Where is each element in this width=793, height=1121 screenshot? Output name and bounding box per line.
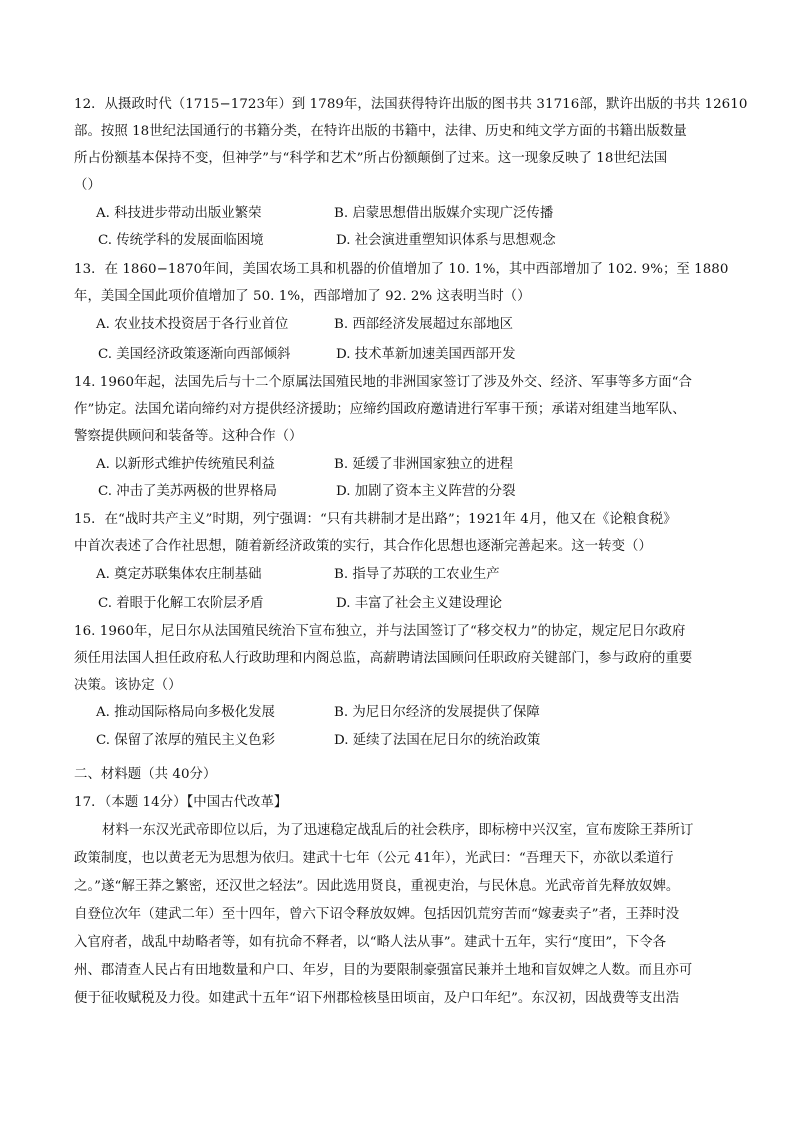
q15-option-b: B. 指导了苏联的工农业生产 bbox=[334, 567, 500, 582]
q15-option-d: D. 丰富了社会主义建设理论 bbox=[336, 596, 503, 611]
q15-line-1: 15．在“战时共产主义”时期，列宁强调：“只有共耕制才是出路”；1921年 4月，他又在《论粮食税》 bbox=[74, 512, 677, 527]
q16-option-a: A. 推动国际格局向多极化发展 bbox=[96, 705, 275, 720]
q16-option-b: B. 为尼日尔经济的发展提供了保障 bbox=[334, 705, 540, 720]
q17-title: 17．（本题 14分）【中国古代改革】 bbox=[74, 795, 288, 810]
q13-option-c: C. 美国经济政策逐渐向西部倾斜 bbox=[98, 347, 291, 362]
q17-material-line-2: 政策制度，也以黄老无为思想为依归。建武十七年（公元 41年），光武曰：“吾理天下，亦欲以柔道行 bbox=[74, 851, 674, 866]
q14-line-1: 14. 1960年起，法国先后与十二个原属法国殖民地的非洲国家签订了涉及外交、经济、军事等多方面“合 bbox=[74, 375, 692, 390]
q12-option-d: D. 社会演进重塑知识体系与思想观念 bbox=[336, 233, 556, 248]
q17-material-line-3: 之。”遂“解王莽之繁密，还汉世之轻法”。因此选用贤良，重视吏治，与民休息。光武帝首先释放奴婢。 bbox=[74, 879, 680, 894]
q15-line-2: 中首次表述了合作社思想，随着新经济政策的实行，其合作化思想也逐渐完善起来。这一转变（） bbox=[74, 539, 652, 554]
q14-option-b: B. 延缓了非洲国家独立的进程 bbox=[334, 457, 514, 472]
q14-line-3: 警察提供顾问和装备等。这种合作（） bbox=[74, 429, 303, 444]
q13-option-d: D. 技术革新加速美国西部开发 bbox=[336, 347, 516, 362]
q15-option-c: C. 着眼于化解工农阶层矛盾 bbox=[98, 596, 264, 611]
q17-material-line-4: 自登位次年（建武二年）至十四年，曾六下诏令释放奴婢。包括因饥荒穷苦而“嫁妻卖子”者，王莽时没 bbox=[74, 907, 680, 922]
q17-material-line-5: 入官府者，战乱中劫略者等，如有抗命不释者，以“略人法从事”。建武十五年，实行“度田”，下令各 bbox=[74, 935, 667, 950]
q14-option-d: D. 加剧了资本主义阵营的分裂 bbox=[336, 484, 516, 499]
q12-option-a: A. 科技进步带动出版业繁荣 bbox=[96, 206, 262, 221]
q13-line-2: 年，美国全国此项价值增加了 50. 1%，西部增加了 92. 2% 这表明当时（） bbox=[74, 289, 531, 304]
q17-material-line-7: 便于征收赋税及力役。如建武十五年“诏下州郡检核垦田顷亩，及户口年纪”。东汉初，因战费等支出浩 bbox=[74, 991, 680, 1006]
section-heading: 二、材料题（共 40分） bbox=[74, 767, 217, 782]
q12-line-2: 部。按照 18世纪法国通行的书籍分类，在特许出版的书籍中，法律、历史和纯文学方面的书籍出版数量 bbox=[74, 124, 687, 139]
q16-line-3: 决策。该协定（） bbox=[74, 678, 182, 693]
q12-line-1: 12．从摄政时代（1715−1723年）到 1789年，法国获得特许出版的图书共 31716部，默许出版的书共 12610 bbox=[74, 97, 748, 112]
q12-option-c: C. 传统学科的发展面临困境 bbox=[98, 233, 264, 248]
q13-line-1: 13．在 1860−1870年间，美国农场工具和机器的价值增加了 10. 1%，其中西部增加了 102. 9%；至 1880 bbox=[74, 262, 729, 277]
q16-option-d: D. 延续了法国在尼日尔的统治政策 bbox=[334, 733, 541, 748]
q16-line-2: 须任用法国人担任政府私人行政助理和内阁总监，高薪聘请法国顾问任职政府关键部门，参与政府的重要 bbox=[74, 651, 693, 666]
q17-material-line-6: 州、郡清查人民占有田地数量和户口、年岁，目的为要限制豪强富民兼并土地和盲奴婢之人数。而且亦可 bbox=[74, 963, 693, 978]
q13-option-a: A. 农业技术投资居于各行业首位 bbox=[96, 317, 289, 332]
q16-option-c: C. 保留了浓厚的殖民主义色彩 bbox=[96, 733, 275, 748]
q12-line-4: （） bbox=[74, 178, 101, 193]
q12-line-3: 所占份额基本保持不变，但神学”与“科学和艺术”所占份额颠倒了过来。这一现象反映了 18世纪法国 bbox=[74, 151, 668, 166]
q14-option-c: C. 冲击了美苏两极的世界格局 bbox=[98, 484, 277, 499]
q15-option-a: A. 奠定苏联集体农庄制基础 bbox=[96, 567, 262, 582]
q13-option-b: B. 西部经济发展超过东部地区 bbox=[334, 317, 514, 332]
q14-option-a: A. 以新形式维护传统殖民利益 bbox=[96, 457, 275, 472]
q17-material-line-1: 材料一东汉光武帝即位以后，为了迅速稳定战乱后的社会秩序，即标榜中兴汉室，宣布废除王莽所订 bbox=[102, 823, 694, 838]
q14-line-2: 作”协定。法国允诺向缔约对方提供经济援助；应缔约国政府邀请进行军事干预；承诺对组建当地军队、 bbox=[74, 402, 686, 417]
q12-option-b: B. 启蒙思想借出版媒介实现广泛传播 bbox=[334, 206, 554, 221]
q16-line-1: 16. 1960年，尼日尔从法国殖民统治下宣布独立，并与法国签订了“移交权力”的协定，规定尼日尔政府 bbox=[74, 624, 686, 639]
